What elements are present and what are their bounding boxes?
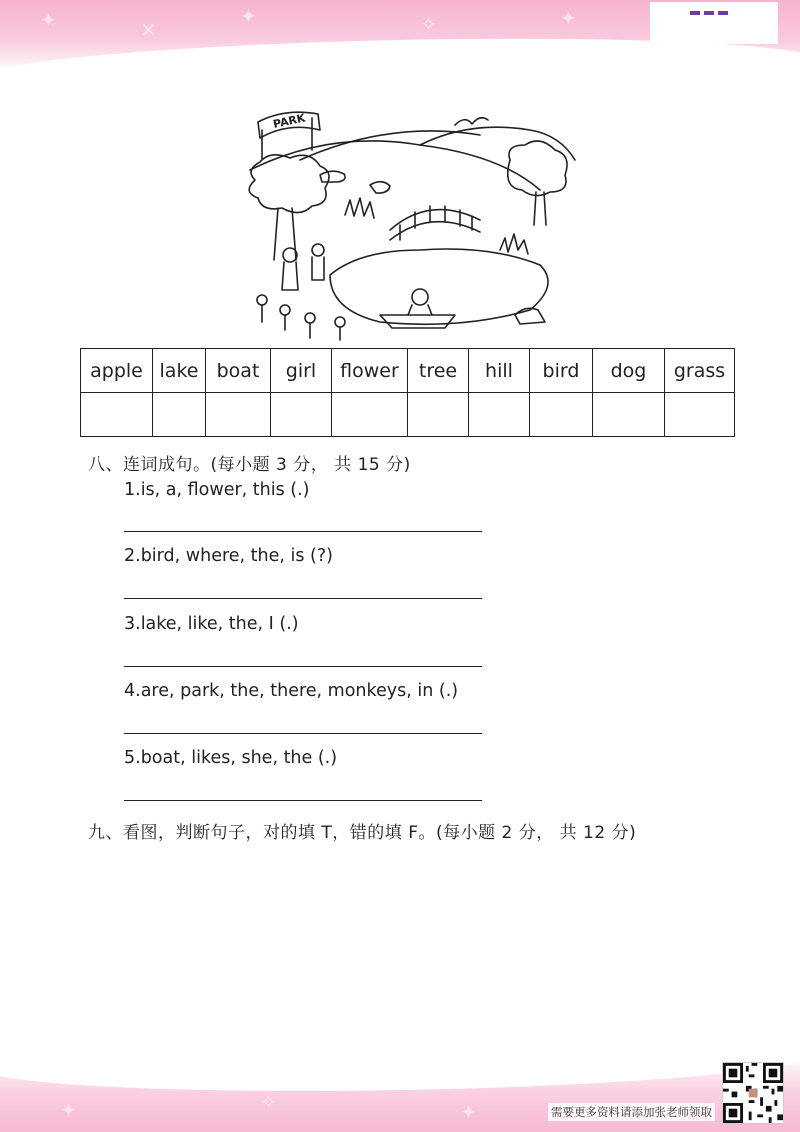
vocab-word-cell: apple	[81, 349, 153, 393]
bottom-banner	[0, 1060, 800, 1132]
sparkle-icon: ✦	[60, 1098, 77, 1122]
section-9-title: 九、看图，判断句子，对的填 T，错的填 F。(每小题 2 分， 共 12 分)	[88, 823, 637, 843]
sparkle-icon: ✧	[420, 12, 437, 36]
vocab-word-cell: lake	[153, 349, 206, 393]
vocab-answer-row	[81, 393, 735, 437]
vocab-answer-cell[interactable]	[81, 393, 153, 437]
question-2: 2.bird, where, the, is (?)	[124, 546, 333, 566]
vocab-answer-cell[interactable]	[665, 393, 735, 437]
vocab-answer-cell[interactable]	[271, 393, 332, 437]
vocab-word-cell: flower	[332, 349, 408, 393]
park-illustration	[240, 100, 580, 345]
sparkle-icon: ✦	[40, 8, 57, 32]
vocab-answer-cell[interactable]	[593, 393, 665, 437]
answer-line-5[interactable]	[124, 800, 482, 801]
top-right-patch	[650, 2, 778, 44]
question-3: 3.lake, like, the, I (.)	[124, 614, 299, 634]
question-4: 4.are, park, the, there, monkeys, in (.)	[124, 681, 459, 701]
sparkle-icon: ✦	[240, 4, 257, 28]
vocab-word-cell: boat	[206, 349, 271, 393]
park-sign-text: PARK	[271, 111, 307, 131]
answer-line-2[interactable]	[124, 598, 482, 599]
vocab-word-cell: bird	[530, 349, 593, 393]
vocab-word-cell: tree	[408, 349, 469, 393]
footer-note: 需要更多资料请添加张老师领取	[548, 1103, 715, 1121]
answer-line-3[interactable]	[124, 666, 482, 667]
vocab-word-cell: grass	[665, 349, 735, 393]
sparkle-icon: ✦	[460, 1100, 477, 1124]
vocab-word-row	[81, 349, 735, 393]
sparkle-icon: ✕	[140, 18, 157, 42]
vocab-answer-cell[interactable]	[332, 393, 408, 437]
vocab-word-cell: girl	[271, 349, 332, 393]
vocab-word-cell: hill	[469, 349, 530, 393]
section-8-title: 八、连词成句。(每小题 3 分， 共 15 分)	[88, 455, 411, 475]
vocab-answer-cell[interactable]	[206, 393, 271, 437]
vocab-table	[80, 348, 735, 437]
question-5: 5.boat, likes, she, the (.)	[124, 748, 338, 768]
qr-code-icon[interactable]	[722, 1062, 784, 1124]
bottom-banner-wave	[0, 1023, 800, 1098]
answer-line-1[interactable]	[124, 531, 482, 532]
sparkle-icon: ✦	[560, 6, 577, 30]
sparkle-icon: ✧	[260, 1090, 277, 1114]
vocab-answer-cell[interactable]	[153, 393, 206, 437]
decorative-bars	[690, 0, 750, 4]
question-1: 1.is, a, flower, this (.)	[124, 480, 310, 500]
vocab-word-cell: dog	[593, 349, 665, 393]
vocab-answer-cell[interactable]	[530, 393, 593, 437]
vocab-answer-cell[interactable]	[469, 393, 530, 437]
vocab-answer-cell[interactable]	[408, 393, 469, 437]
answer-line-4[interactable]	[124, 733, 482, 734]
